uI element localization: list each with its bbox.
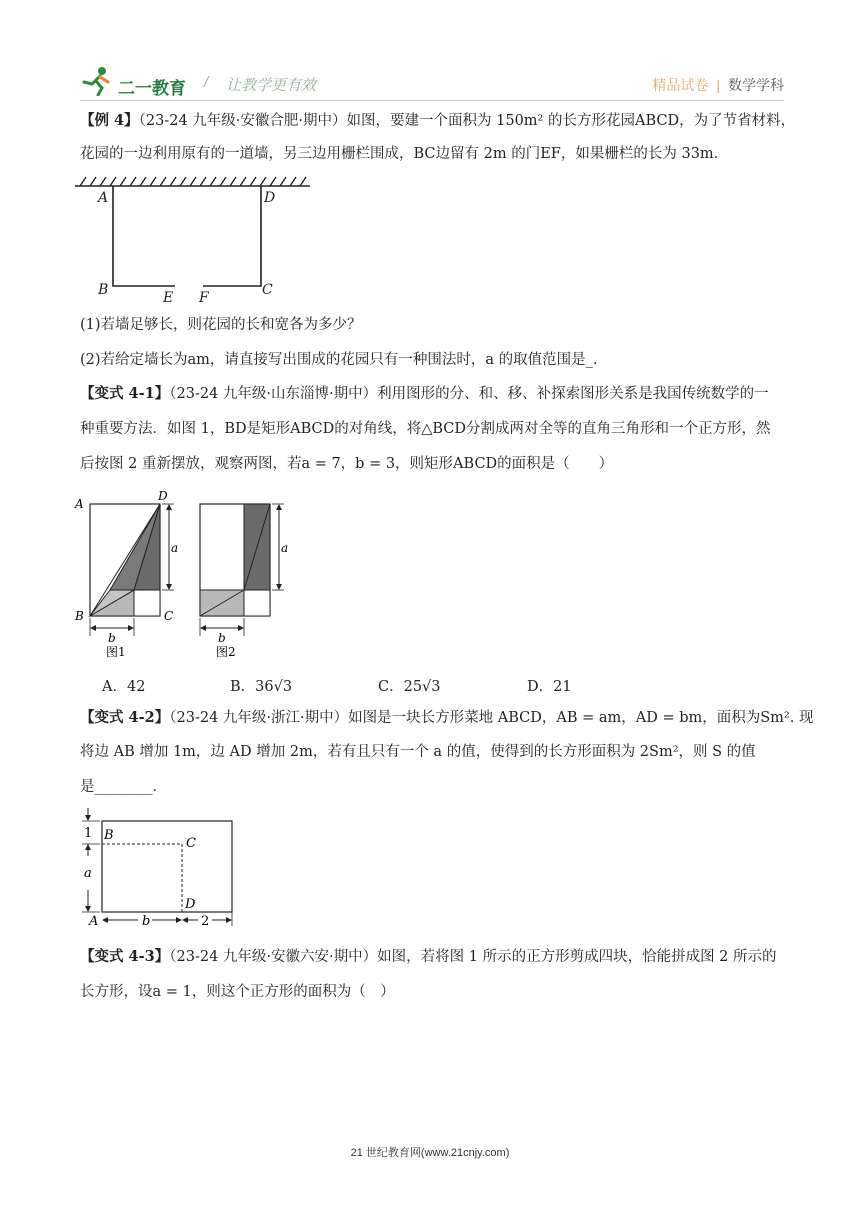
slogan: 让教学更有效 <box>226 77 317 94</box>
label-D: D <box>264 190 276 206</box>
v42-figure <box>78 804 248 929</box>
ex4-figure <box>70 172 320 307</box>
ex4-line2: 花园的一边利用原有的一道墙，另三边用栅栏围成，BC边留有 2m 的门EF，如果栅栏的长为 33m． <box>80 146 729 162</box>
label-B: B <box>98 282 109 298</box>
v41-option-a[interactable]: A．42 <box>102 679 146 695</box>
v42-label-A: A <box>89 914 99 929</box>
v43-line2: 长方形，设a = 1，则这个正方形的面积为（ ） <box>80 984 395 1000</box>
ex4-q1: (1)若墙足够长，则花园的长和宽各为多少？ <box>80 317 362 333</box>
v42-label-1: 1 <box>84 826 93 841</box>
fig1-label-a: a <box>171 541 179 555</box>
v41-line1: 【变式 4-1】（23-24 九年级·山东淄博·期中）利用图形的分、和、移、补探索图形关系是我国传统数学的一 <box>80 385 769 402</box>
fig1 <box>74 489 178 659</box>
fig1-caption: 图1 <box>106 645 126 659</box>
v42-label-B: B <box>104 828 114 843</box>
ex4-q2: (2)若给定墙长为am，请直接写出围成的花园只有一种围法时，a 的取值范围是_. <box>80 352 598 368</box>
wall-hatch <box>75 177 310 186</box>
header-right: 精品试卷 | 数学学科 <box>652 77 784 93</box>
fig2 <box>200 504 288 659</box>
fig1-label-C: C <box>164 609 174 623</box>
v42-label-a: a <box>84 866 92 881</box>
v41-line3: 后按图 2 重新摆放，观察两图，若a = 7，b = 3，则矩形ABCD的面积是（ ） <box>80 456 614 472</box>
v42-line2: 将边 AB 增加 1m，边 AD 增加 2m，若有且只有一个 a 的值，使得到的长方形面积为 2Sm²，则 S 的值 <box>80 744 756 760</box>
fence <box>113 186 261 286</box>
header-divider <box>80 100 784 101</box>
v43-line1: 【变式 4-3】（23-24 九年级·安徽六安·期中）如图，若将图 1 所示的正方形剪成四块，恰能拼成图 2 所示的 <box>80 948 777 965</box>
ex4-tag: 【例 4】 <box>80 112 139 129</box>
label-A: A <box>98 190 109 206</box>
label-C: C <box>262 282 273 298</box>
v41-line2: 种重要方法．如图 1，BD是矩形ABCD的对角线，将△BCD分割成两对全等的直角三角形和一个正方形，然 <box>80 421 771 437</box>
v42-label-2: 2 <box>201 914 210 929</box>
v42-line3: 是________． <box>80 779 167 795</box>
fig2-label-a: a <box>281 541 289 555</box>
logo-text: 二一教育 <box>118 79 186 98</box>
v41-figures <box>72 486 302 661</box>
fig1-label-B: B <box>75 609 84 623</box>
v42-line1: 【变式 4-2】（23-24 九年级·浙江·期中）如图是一块长方形菜地 ABCD，AB = am，AD = bm，面积为Sm². 现 <box>80 709 814 726</box>
slogan-divider: / <box>204 74 209 91</box>
ex4-line1: 【例 4】（23-24 九年级·安徽合肥·期中）如图，要建一个面积为 150m² 的长方形花园ABCD，为了节省材料， <box>80 112 796 129</box>
label-F: F <box>199 290 209 306</box>
v42-label-C: C <box>186 836 196 851</box>
v43-tag: 【变式 4-3】 <box>80 948 170 965</box>
v42-label-D: D <box>185 897 196 912</box>
v42-label-b: b <box>142 914 151 929</box>
header-subject: 数学学科 <box>728 77 784 93</box>
label-E: E <box>163 290 174 306</box>
fig1-label-D: D <box>158 489 168 503</box>
header <box>80 66 784 100</box>
v41-option-d[interactable]: D．21 <box>527 679 572 695</box>
fig1-label-b: b <box>108 631 116 645</box>
v41-option-b[interactable]: B．36√3 <box>230 679 293 695</box>
v41-tag: 【变式 4-1】 <box>80 385 170 402</box>
fig2-label-b: b <box>218 631 226 645</box>
footer: 21 世纪教育网(www.21cnjy.com) <box>350 1147 510 1159</box>
fig2-caption: 图2 <box>216 645 236 659</box>
header-label: 精品试卷 <box>652 77 709 93</box>
runner-logo-icon <box>80 66 116 96</box>
v42-tag: 【变式 4-2】 <box>80 709 170 726</box>
v41-option-c[interactable]: C．25√3 <box>378 679 441 695</box>
fig1-label-A: A <box>75 497 84 511</box>
